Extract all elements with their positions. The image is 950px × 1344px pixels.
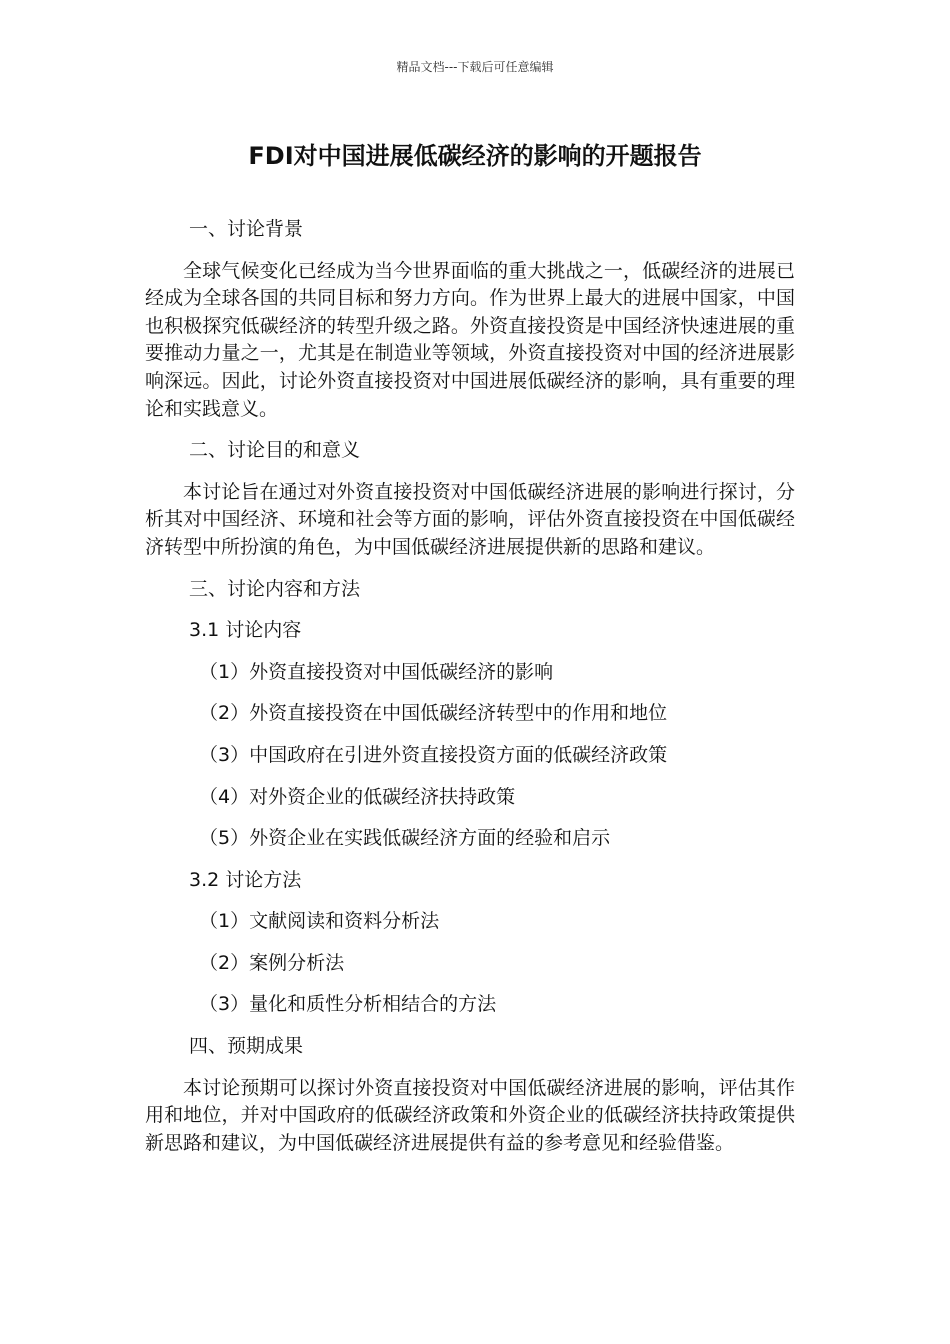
list-item: （1）外资直接投资对中国低碳经济的影响 [199, 660, 554, 683]
list-item: （2）外资直接投资在中国低碳经济转型中的作用和地位 [199, 702, 668, 725]
list-item: （5）外资企业在实践低碳经济方面的经验和启示 [199, 827, 611, 850]
section-body-expected-results: 本讨论预期可以探讨外资直接投资对中国低碳经济进展的影响，评估其作用和地位，并对中国政府的低碳经济政策和外资企业的低碳经济扶持政策提供新思路和建议，为中国低碳经济进展提供有益的参考意见和经验借鉴。 [145, 1076, 795, 1154]
document-title: FDI对中国进展低碳经济的影响的开题报告 [248, 142, 702, 170]
section-heading-background: 一、讨论背景 [189, 218, 304, 240]
document-body [145, 216, 795, 1171]
section-heading-expected-results: 四、预期成果 [189, 1035, 304, 1058]
section-heading-purpose: 二、讨论目的和意义 [189, 439, 361, 462]
list-item: （3）中国政府在引进外资直接投资方面的低碳经济政策 [199, 743, 668, 766]
section-heading-content-method: 三、讨论内容和方法 [189, 577, 361, 600]
list-item: （2）案例分析法 [199, 951, 345, 974]
section-body-purpose: 本讨论旨在通过对外资直接投资对中国低碳经济进展的影响进行探讨，分析其对中国经济、环境和社会等方面的影响，评估外资直接投资在中国低碳经济转型中所扮演的角色，为中国低碳经济进展提供新的思路和建议。 [145, 480, 795, 558]
subsection-heading-content: 3.1 讨论内容 [189, 619, 302, 642]
section-body-background: 全球气候变化已经成为当今世界面临的重大挑战之一，低碳经济的进展已经成为全球各国的共同目标和努力方向。作为世界上最大的进展中国家，中国也积极探究低碳经济的转型升级之路。外资直接投资是中国经济快速进展的重要推动力量之一，尤其是在制造业等领域，外资直接投资对中国的经济进展影响深远。因此，讨论外资直接投资对中国进展低碳经济的影响，具有重要的理论和实践意义。 [145, 259, 795, 420]
list-item: （1）文献阅读和资料分析法 [199, 910, 440, 933]
list-item: （3）量化和质性分析相结合的方法 [199, 993, 497, 1016]
header-note: 精品文档---下载后可任意编辑 [396, 60, 554, 74]
subsection-heading-method: 3.2 讨论方法 [189, 868, 302, 891]
list-item: （4）对外资企业的低碳经济扶持政策 [199, 785, 516, 808]
